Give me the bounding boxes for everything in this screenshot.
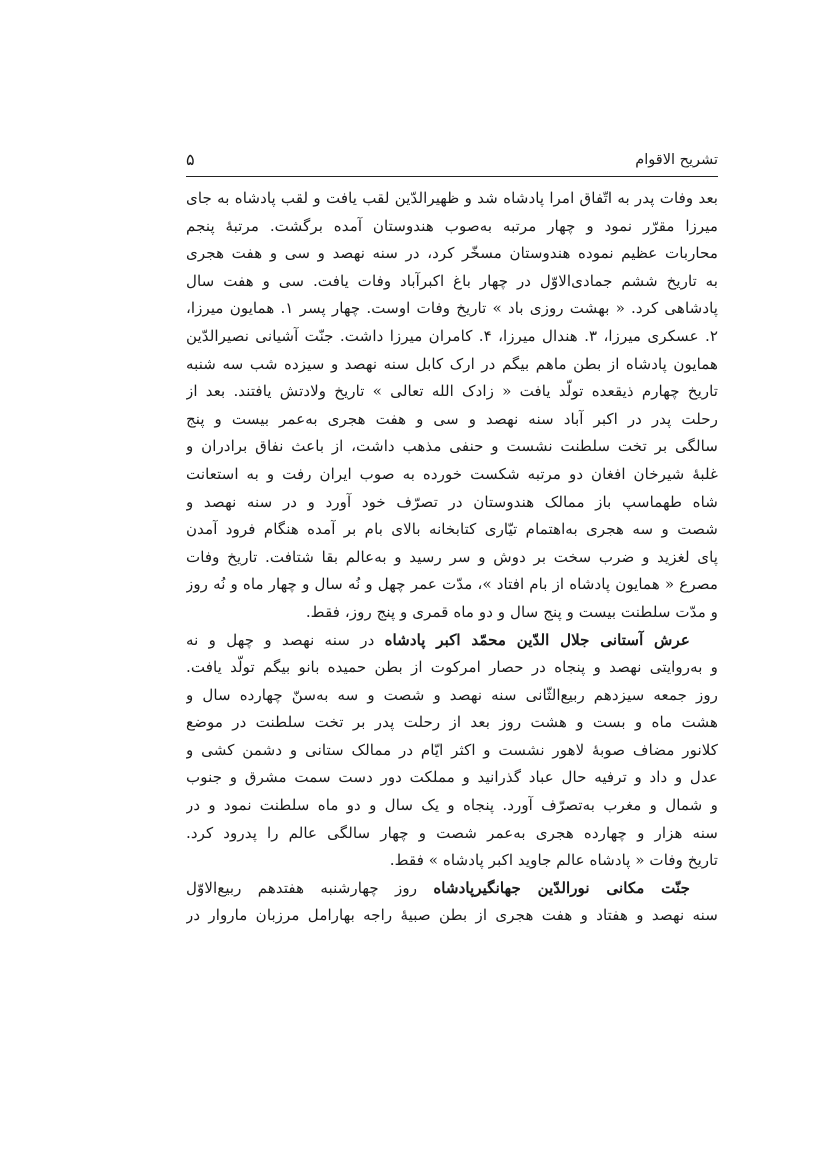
body-text [186,185,718,930]
text-line: ۲. عسکری میرزا، ۳. هندال میرزا، ۴. کامران میرزا داشت. جنّت آشیانی نصیرالدّین [186,326,718,345]
text-line: رحلت پدر در اکبر آباد سنه نهصد و سی و هفت هجری به‌عمر بیست و پنج [186,409,718,428]
text-line: سنه نهصد و هفتاد و هفت هجری از بطن صبیهٔ راجه بهارامل مرزبان ماروار در [186,906,718,925]
text-line: پادشاهی کرد. « بهشت روزی باد » تاریخ وفات اوست. چهار پسر ۱. همایون میرزا، [186,299,718,318]
text-line: عرش آستانی جلال الدّین محمّد اکبر پادشاه در سنه نهصد و چهل و نه [186,630,690,649]
text-line: به تاریخ ششم جمادی‌الاوّل در چهار باغ اکبرآباد وفات یافت. سی و هفت سال [186,271,718,290]
text-line: تاریخ وفات « پادشاه عالم جاوید اکبر پادشاه » فقط. [389,851,718,870]
text-line: شصت و سه هجری به‌اهتمام تیّاری کتابخانه بالای بام بر آمده هنگام فرود آمدن [186,520,718,539]
text-line: مصرع « همایون پادشاه از بام افتاد »، مدّت عمر چهل و نُه سال و چهار ماه و نُه روز [186,575,718,594]
text-line: و به‌روایتی نهصد و پنجاه در حصار امرکوت از بطن حمیده بانو بیگم تولّد یافت. [186,658,718,677]
text-line: سالگی بر تخت سلطنت نشست و حنفی مذهب داشت، از باعث نفاق برادران و [186,437,718,456]
page-number: ۵ [186,150,195,169]
text-line: جنّت مکانی نورالدّین جهانگیرپادشاه روز چهارشنبه هفتدهم ربیع‌الاوّل [186,878,690,897]
text-line: سنه هزار و چهارده هجری به‌عمر شصت و چهار سالگی عالم را پدرود کرد. [186,823,718,842]
text-line: غلبهٔ شیرخان افغان دو مرتبه شکست خورده به صوب ایران رفت و به استعانت [186,464,718,483]
text-line: تاریخ چهارم ذیقعده تولّد یافت « زادک الله تعالی » تاریخ ولادتش یافتند. بعد از [186,382,718,401]
text-line: روز جمعه سیزدهم ربیع‌الثّانی سنه نهصد و شصت و سه به‌سنّ چهارده سال و [186,685,718,704]
text-line: پای لغزید و ضرب سخت بر دوش و سر رسید و به‌عالم بقا شتافت. تاریخ وفات [186,547,718,566]
text-line: همایون پادشاه از بطن ماهم بیگم در ارک کابل سنه نهصد و سیزده شب سه شنبه [186,354,718,373]
text-line: و مدّت سلطنت بیست و پنج سال و دو ماه قمری و پنج روز، فقط. [305,602,718,621]
running-title: تشریح الاقوام [635,152,718,168]
header-rule [186,176,718,177]
text-line: کلانور مضاف صوبهٔ لاهور نشست و اکثر ایّام در ممالک ستانی و دشمن کشی و [186,740,718,759]
text-line: شاه طهماسپ باز ممالک هندوستان در تصرّف خود آورد و در سنه نهصد و [186,492,718,511]
text-line: و شمال و مغرب به‌تصرّف آورد. پنجاه و یک سال و دو ماه سلطنت نمود و در [186,796,718,815]
document-page [186,148,718,930]
text-line: عدل و داد و ترفیه حال عباد گذرانید و مملکت دور دست سمت مشرق و جنوب [186,768,718,787]
text-line: هشت ماه و بست و هشت روز بعد از رحلت پدر بر تخت سلطنت در موضع [186,713,718,732]
text-line: محاربات عظیم نموده هندوستان مسخّر کرد، در سنه نهصد و سی و هفت هجری [186,244,718,263]
text-line: بعد وفات پدر به اتّفاق امرا پادشاه شد و ظهیرالدّین لقب یافت و لقب پادشاه به جای [186,189,718,207]
ruler-name-akbar: عرش آستانی جلال الدّین محمّد اکبر پادشاه [384,630,690,649]
text-line: میرزا مقرّر نمود و چهار مرتبه به‌صوب هندوستان آمده برگشت. مرتبهٔ پنجم [186,216,718,235]
ruler-name-jahangir: جنّت مکانی نورالدّین جهانگیرپادشاه [433,878,690,897]
running-header [186,148,718,174]
